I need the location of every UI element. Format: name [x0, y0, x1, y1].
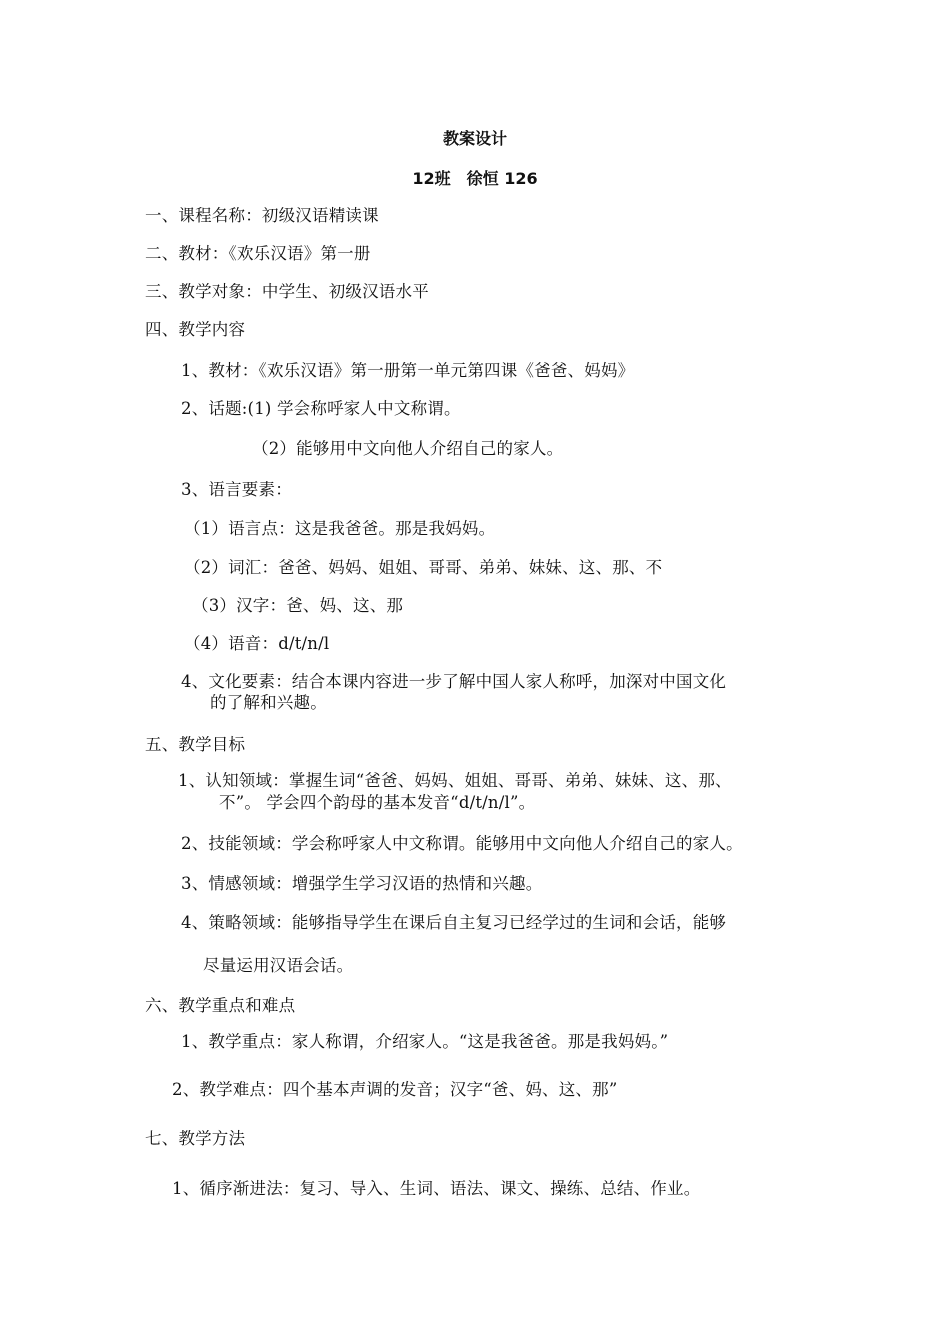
cultural-elements-line-1: 4、文化要素：结合本课内容进一步了解中国人家人称呼，加深对中国文化	[181, 672, 727, 691]
phonetics: （4）语音：d/t/n/l	[184, 634, 330, 653]
objective-cognitive-line-2: 不”。 学会四个韵母的基本发音“d/t/n/l”。	[219, 793, 536, 812]
cultural-elements-line-2: 的了解和兴趣。	[210, 693, 327, 712]
objective-strategy-line-2: 尽量运用汉语会话。	[203, 956, 354, 975]
section-methods-heading: 七、教学方法	[145, 1129, 246, 1148]
characters: （3）汉字：爸、妈、这、那	[192, 596, 404, 615]
language-point: （1）语言点：这是我爸爸。那是我妈妈。	[184, 519, 496, 538]
document-subtitle: 12班 徐恒 126	[412, 169, 538, 188]
objective-skill: 2、技能领域：学会称呼家人中文称谓。能够用中文向他人介绍自己的家人。	[181, 834, 743, 853]
objective-strategy-line-1: 4、策略领域：能够指导学生在课后自主复习已经学过的生词和会话，能够	[181, 913, 727, 932]
section-audience: 三、教学对象：中学生、初级汉语水平	[145, 282, 429, 301]
method-gradual: 1、循序渐进法：复习、导入、生词、语法、课文、操练、总结、作业。	[172, 1179, 701, 1198]
objective-affective: 3、情感领域：增强学生学习汉语的热情和兴趣。	[181, 874, 543, 893]
section-course-name: 一、课程名称：初级汉语精读课	[145, 206, 379, 225]
section-content-heading: 四、教学内容	[145, 320, 246, 339]
content-item-textbook: 1、教材：《欢乐汉语》第一册第一单元第四课《爸爸、妈妈》	[181, 361, 635, 380]
content-item-topic-2: （2）能够用中文向他人介绍自己的家人。	[252, 439, 564, 458]
content-item-language-elements: 3、语言要素：	[181, 480, 292, 499]
section-key-points-heading: 六、教学重点和难点	[145, 996, 296, 1015]
key-point: 1、教学重点：家人称谓，介绍家人。“这是我爸爸。那是我妈妈。”	[181, 1032, 669, 1051]
section-textbook: 二、教材：《欢乐汉语》第一册	[145, 244, 371, 263]
document-title: 教案设计	[442, 129, 507, 148]
difficult-point: 2、教学难点：四个基本声调的发音；汉字“爸、妈、这、那”	[172, 1080, 618, 1099]
vocabulary: （2）词汇：爸爸、妈妈、姐姐、哥哥、弟弟、妹妹、这、那、不	[184, 558, 663, 577]
content-item-topic-1: 2、话题:(1) 学会称呼家人中文称谓。	[181, 399, 461, 418]
objective-cognitive-line-1: 1、认知领域：掌握生词“爸爸、妈妈、姐姐、哥哥、弟弟、妹妹、这、那、	[178, 771, 732, 790]
section-objectives-heading: 五、教学目标	[145, 735, 246, 754]
